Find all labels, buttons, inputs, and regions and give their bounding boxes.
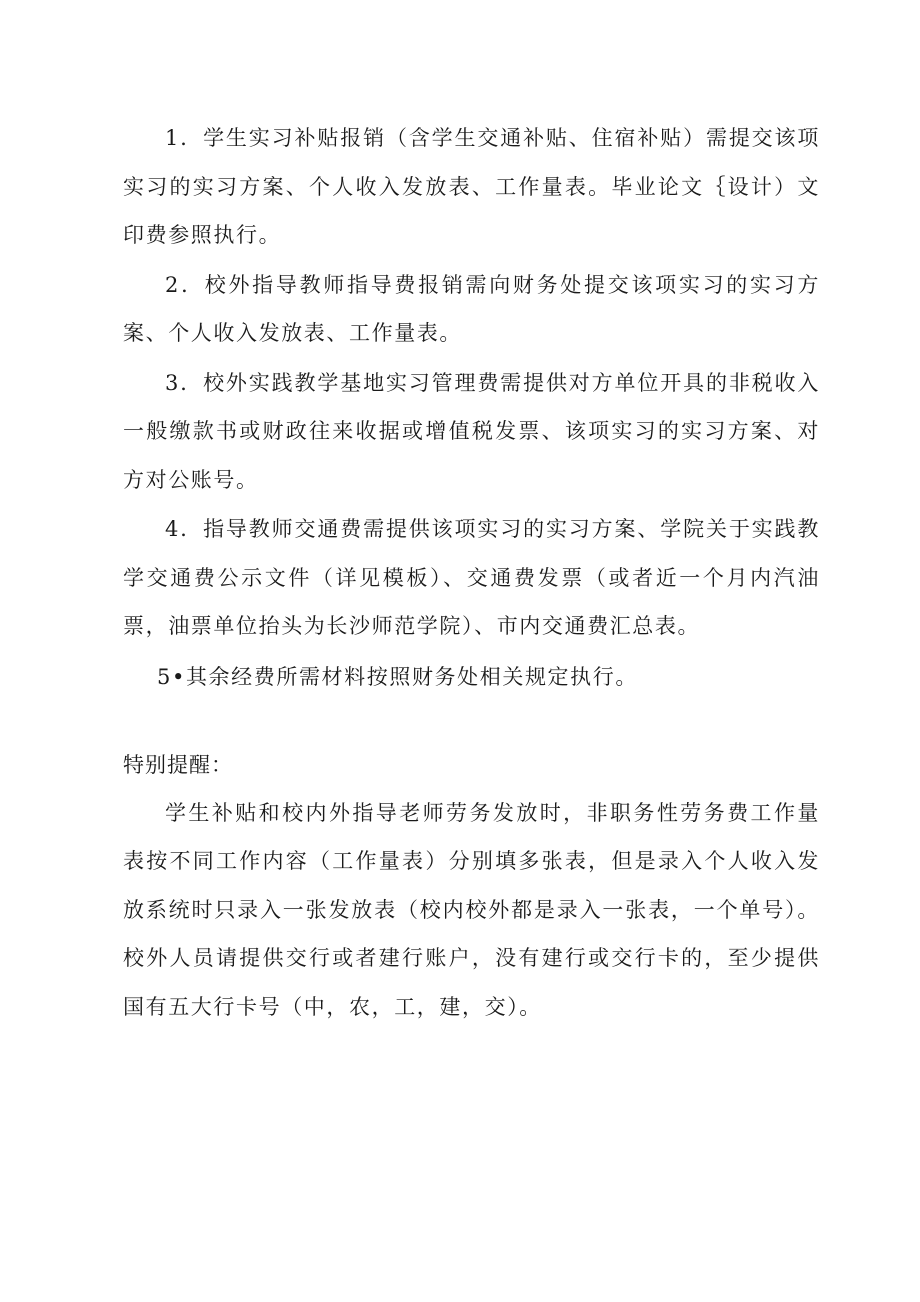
list-item-1: 1．学生实习补贴报销（含学生交通补贴、住宿补贴）需提交该项实习的实习方案、个人收入发放表、工作量表。毕业论文｛设计）文印费参照执行。 (123, 126, 820, 247)
list-item-2: 2．校外指导教师指导费报销需向财务处提交该项实习的实习方案、个人收入发放表、工作量表。 (123, 272, 820, 345)
list-item-5: 5•其余经费所需材料按照财务处相关规定执行。 (157, 664, 638, 689)
reminder-paragraph: 学生补贴和校内外指导老师劳务发放时，非职务性劳务费工作量表按不同工作内容（工作量表）分别填多张表，但是录入个人收入发放系统时只录入一张发放表（校内校外都是录入一张表，一个单号）。校外人员请提供交行或者建行账户，没有建行或交行卡的，至少提供国有五大行卡号（中，农，工，建，交）。 (123, 800, 820, 1019)
list-item-4: 4．指导教师交通费需提供该项实习的实习方案、学院关于实践教学交通费公示文件（详见模板）、交通费发票（或者近一个月内汽油票，油票单位抬头为长沙师范学院）、市内交通费汇总表。 (123, 517, 820, 638)
document-body (123, 114, 820, 1031)
reminder-heading: 特别提醒： (123, 752, 233, 777)
list-item-3: 3．校外实践教学基地实习管理费需提供对方单位开具的非税收入一般缴款书或财政往来收据或增值税发票、该项实习的实习方案、对方对公账号。 (123, 370, 820, 492)
